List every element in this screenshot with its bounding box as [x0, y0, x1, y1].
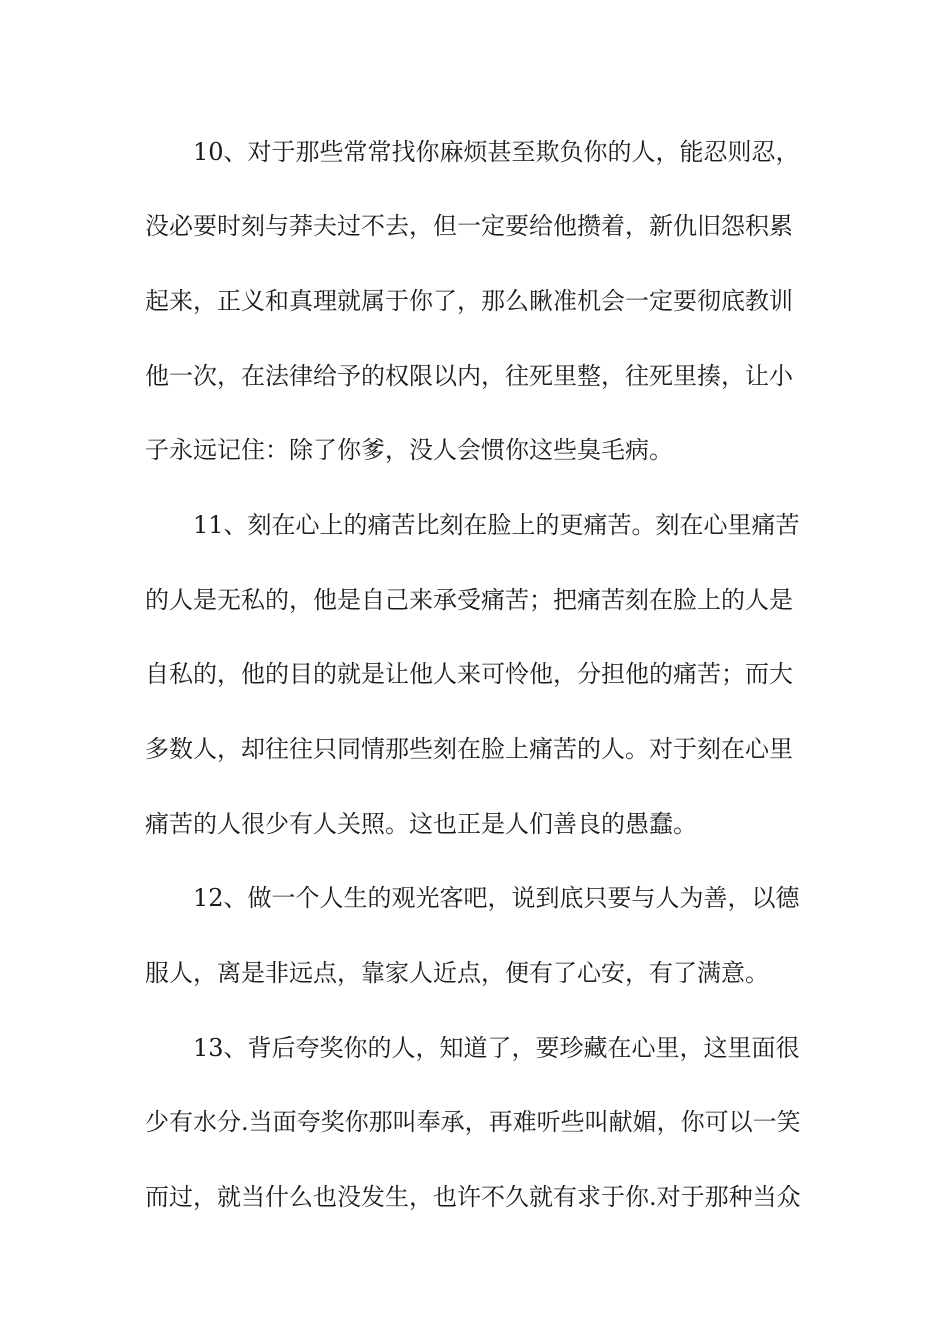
paragraph-11-line-1: 11、刻在心上的痛苦比刻在脸上的更痛苦。刻在心里痛苦 — [193, 511, 800, 539]
paragraph-11-line-4: 多数人，却往往只同情那些刻在脸上痛苦的人。对于刻在心里 — [145, 735, 793, 763]
paragraph-13-line-3: 而过，就当什么也没发生，也许不久就有求于你.对于那种当众 — [145, 1183, 801, 1211]
paragraph-10-line-4: 他一次，在法律给予的权限以内，往死里整，往死里揍，让小 — [145, 362, 793, 390]
paragraph-13-line-2: 少有水分.当面夸奖你那叫奉承，再难听些叫献媚，你可以一笑 — [145, 1108, 801, 1136]
paragraph-10-line-5: 子永远记住：除了你爹，没人会惯你这些臭毛病。 — [145, 436, 673, 464]
paragraph-10-line-3: 起来，正义和真理就属于你了，那么瞅准机会一定要彻底教训 — [145, 287, 793, 315]
paragraph-11-line-3: 自私的，他的目的就是让他人来可怜他，分担他的痛苦；而大 — [145, 660, 793, 688]
paragraph-10-line-2: 没必要时刻与莽夫过不去，但一定要给他攒着，新仇旧怨积累 — [145, 212, 793, 240]
paragraph-12-line-1: 12、做一个人生的观光客吧，说到底只要与人为善，以德 — [193, 884, 800, 912]
paragraph-11-line-2: 的人是无私的，他是自己来承受痛苦；把痛苦刻在脸上的人是 — [145, 586, 793, 614]
paragraph-10-line-1: 10、对于那些常常找你麻烦甚至欺负你的人，能忍则忍， — [193, 138, 800, 166]
paragraph-11-line-5: 痛苦的人很少有人关照。这也正是人们善良的愚蠢。 — [145, 810, 697, 838]
paragraph-12-line-2: 服人，离是非远点，靠家人近点，便有了心安，有了满意。 — [145, 959, 769, 987]
paragraph-13-line-1: 13、背后夸奖你的人，知道了，要珍藏在心里，这里面很 — [193, 1034, 800, 1062]
